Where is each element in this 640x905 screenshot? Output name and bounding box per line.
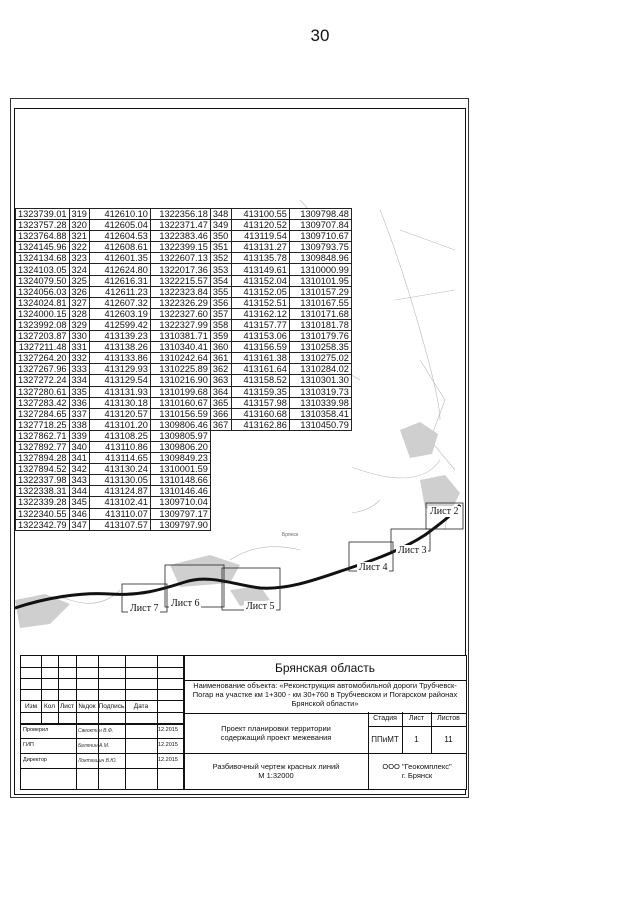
table-cell: 1310146.46	[150, 486, 210, 497]
table-row	[16, 209, 352, 220]
table-cell: 413152.05	[231, 286, 289, 297]
sheets-header: Листов	[431, 712, 466, 727]
table-cell: 1310225.89	[150, 364, 210, 375]
table-cell: 413102.41	[89, 497, 150, 508]
table-cell	[289, 508, 351, 519]
table-row	[16, 441, 352, 452]
table-row	[16, 264, 352, 275]
table-cell: 1310157.29	[289, 286, 351, 297]
table-cell	[231, 486, 289, 497]
table-cell	[210, 441, 231, 452]
table-cell: 1324024.81	[16, 297, 70, 308]
table-cell: 367	[210, 419, 231, 430]
table-cell: 1327203.87	[16, 331, 70, 342]
table-cell: 413138.26	[89, 342, 150, 353]
table-row	[16, 286, 352, 297]
table-cell: 412610.10	[89, 209, 150, 220]
table-row	[16, 308, 352, 319]
table-cell: 348	[210, 209, 231, 220]
table-cell: 338	[69, 419, 89, 430]
table-cell: 334	[69, 375, 89, 386]
table-cell: 413139.23	[89, 331, 150, 342]
table-cell: 413156.59	[231, 342, 289, 353]
map-place-label: Брянск	[282, 532, 299, 538]
table-cell: 1324079.50	[16, 275, 70, 286]
table-cell: 1322607.13	[150, 253, 210, 264]
table-cell: 1322339.28	[16, 497, 70, 508]
table-cell: 1309806.20	[150, 441, 210, 452]
table-cell: 340	[69, 441, 89, 452]
table-cell	[210, 486, 231, 497]
table-cell: 363	[210, 375, 231, 386]
table-cell	[289, 441, 351, 452]
table-cell: 413153.06	[231, 331, 289, 342]
table-cell: 412604.53	[89, 231, 150, 242]
table-row	[16, 319, 352, 330]
table-cell: 1327211.48	[16, 342, 70, 353]
signatory-role: Директор	[23, 757, 47, 763]
table-cell	[231, 497, 289, 508]
table-cell: 327	[69, 297, 89, 308]
table-row	[16, 519, 352, 530]
table-cell: 1322338.31	[16, 486, 70, 497]
table-cell: 343	[69, 475, 89, 486]
table-cell: 1324145.96	[16, 242, 70, 253]
coordinate-table	[15, 208, 352, 531]
table-cell: 1310258.35	[289, 342, 351, 353]
table-row	[16, 342, 352, 353]
table-cell: 413120.57	[89, 408, 150, 419]
table-cell: 413130.05	[89, 475, 150, 486]
table-cell: 1322340.55	[16, 508, 70, 519]
table-cell: 1309805.97	[150, 430, 210, 441]
table-cell: 1322342.79	[16, 519, 70, 530]
table-cell: 413110.07	[89, 508, 150, 519]
signatory-date: 12.2015	[158, 757, 178, 763]
table-cell: 364	[210, 386, 231, 397]
org-line-2: г. Брянск	[401, 771, 433, 780]
header-data: Дата	[133, 703, 149, 710]
table-cell: 1323757.28	[16, 220, 70, 231]
table-cell: 413129.54	[89, 375, 150, 386]
table-cell: 320	[69, 220, 89, 231]
sheet-value: 1	[402, 726, 432, 754]
project-title	[184, 712, 369, 754]
table-cell	[289, 497, 351, 508]
drawing-line-2: М 1:32000	[258, 771, 294, 780]
table-row	[16, 408, 352, 419]
table-cell: 413119.54	[231, 231, 289, 242]
table-cell: 336	[69, 397, 89, 408]
table-cell: 1323992.08	[16, 319, 70, 330]
table-cell: 1310156.59	[150, 408, 210, 419]
table-row	[16, 419, 352, 430]
sheet-label-4: Лист 4	[359, 562, 388, 573]
table-cell: 1322371.47	[150, 220, 210, 231]
table-cell: 1323739.01	[16, 209, 70, 220]
signatory-name: Локтюшин В.Ю.	[78, 758, 117, 764]
table-cell: 1322337.98	[16, 475, 70, 486]
table-cell	[231, 430, 289, 441]
table-cell: 413131.93	[89, 386, 150, 397]
table-cell: 344	[69, 486, 89, 497]
sheet-label-5: Лист 5	[246, 601, 275, 612]
table-cell: 1322215.57	[150, 275, 210, 286]
sheet-label-6: Лист 6	[171, 598, 200, 609]
table-cell: 413107.57	[89, 519, 150, 530]
table-cell: 339	[69, 430, 89, 441]
table-cell: 413158.52	[231, 375, 289, 386]
table-row	[16, 242, 352, 253]
table-cell: 1322356.18	[150, 209, 210, 220]
table-row	[16, 497, 352, 508]
table-cell: 1322327.60	[150, 308, 210, 319]
drawing-title	[184, 753, 369, 789]
stage-header: Стадия	[368, 712, 403, 727]
table-row	[16, 508, 352, 519]
table-cell: 1323764.88	[16, 231, 70, 242]
table-cell: 1309710.04	[150, 497, 210, 508]
table-row	[16, 430, 352, 441]
table-cell: 413159.35	[231, 386, 289, 397]
table-cell: 1324134.68	[16, 253, 70, 264]
table-cell: 413130.18	[89, 397, 150, 408]
table-cell: 1309710.67	[289, 231, 351, 242]
table-cell: 361	[210, 353, 231, 364]
header-list: Лист	[59, 703, 75, 710]
table-cell: 412611.23	[89, 286, 150, 297]
revision-grid	[21, 656, 184, 789]
table-cell: 1327718.25	[16, 419, 70, 430]
table-cell: 322	[69, 242, 89, 253]
table-cell: 356	[210, 297, 231, 308]
table-cell: 1310199.68	[150, 386, 210, 397]
org-line-1: ООО "Геокомплекс"	[382, 762, 452, 771]
table-cell: 413120.52	[231, 220, 289, 231]
table-cell: 413160.68	[231, 408, 289, 419]
table-cell: 1327862.71	[16, 430, 70, 441]
header-podpis: Подпись	[98, 703, 125, 710]
signatory-name: Свеоктин В.Ф.	[78, 728, 114, 734]
table-cell: 1309849.23	[150, 453, 210, 464]
table-cell	[289, 464, 351, 475]
table-cell: 332	[69, 353, 89, 364]
signatory-date: 12.2015	[158, 727, 178, 733]
table-cell: 1327894.52	[16, 464, 70, 475]
table-cell	[231, 453, 289, 464]
table-cell: 1322326.29	[150, 297, 210, 308]
table-cell: 412603.19	[89, 308, 150, 319]
table-cell: 413152.04	[231, 275, 289, 286]
table-cell: 1322327.99	[150, 319, 210, 330]
table-cell: 330	[69, 331, 89, 342]
table-cell: 326	[69, 286, 89, 297]
table-cell: 337	[69, 408, 89, 419]
table-cell: 413114.65	[89, 453, 150, 464]
table-cell: 1310284.02	[289, 364, 351, 375]
table-cell: 1327280.61	[16, 386, 70, 397]
table-cell: 1310001.59	[150, 464, 210, 475]
table-cell: 360	[210, 342, 231, 353]
table-cell: 1324103.05	[16, 264, 70, 275]
table-cell: 1327284.65	[16, 408, 70, 419]
table-cell: 359	[210, 331, 231, 342]
table-cell: 1309793.75	[289, 242, 351, 253]
table-row	[16, 386, 352, 397]
table-cell: 1310381.71	[150, 331, 210, 342]
sheets-value: 11	[431, 726, 466, 754]
table-cell: 342	[69, 464, 89, 475]
table-cell: 1322399.15	[150, 242, 210, 253]
table-cell: 341	[69, 453, 89, 464]
drawing-line-1: Разбивочный чертеж красных линий	[212, 762, 340, 771]
table-cell: 347	[69, 519, 89, 530]
table-cell: 1310000.99	[289, 264, 351, 275]
table-row	[16, 220, 352, 231]
table-cell: 362	[210, 364, 231, 375]
table-cell: 325	[69, 275, 89, 286]
header-ndok: №док	[78, 703, 96, 710]
sheet-header: Лист	[402, 712, 432, 727]
table-cell: 1327894.28	[16, 453, 70, 464]
table-cell	[289, 430, 351, 441]
table-cell: 1310275.02	[289, 353, 351, 364]
header-izm: Изм	[24, 703, 38, 710]
table-cell: 413133.86	[89, 353, 150, 364]
table-cell: 357	[210, 308, 231, 319]
table-cell: 413152.51	[231, 297, 289, 308]
table-cell: 413131.27	[231, 242, 289, 253]
table-cell: 413161.64	[231, 364, 289, 375]
table-cell: 412599.42	[89, 319, 150, 330]
table-cell: 352	[210, 253, 231, 264]
table-cell: 1310319.73	[289, 386, 351, 397]
table-cell: 413124.87	[89, 486, 150, 497]
table-cell: 319	[69, 209, 89, 220]
table-cell	[210, 497, 231, 508]
table-cell: 346	[69, 508, 89, 519]
table-row	[16, 397, 352, 408]
page-number: 30	[310, 26, 330, 45]
table-cell	[210, 519, 231, 530]
signatory-name: Белянин А.М.	[78, 743, 110, 749]
table-cell: 413157.77	[231, 319, 289, 330]
table-cell: 1310101.95	[289, 275, 351, 286]
table-cell: 1322017.36	[150, 264, 210, 275]
table-cell: 1310301.30	[289, 375, 351, 386]
table-cell: 1327264.20	[16, 353, 70, 364]
header-kol: Кол	[43, 703, 56, 710]
table-cell: 1309848.96	[289, 253, 351, 264]
table-cell: 413129.93	[89, 364, 150, 375]
sheet-label-7: Лист 7	[130, 603, 159, 614]
table-cell: 413157.98	[231, 397, 289, 408]
table-cell: 413108.25	[89, 430, 150, 441]
table-cell	[231, 464, 289, 475]
table-cell: 413110.86	[89, 441, 150, 452]
table-cell: 1310450.79	[289, 419, 351, 430]
table-cell	[231, 441, 289, 452]
table-cell: 355	[210, 286, 231, 297]
table-cell: 349	[210, 220, 231, 231]
table-row	[16, 297, 352, 308]
sheet-label-3: Лист 3	[398, 545, 427, 556]
table-cell: 1310216.90	[150, 375, 210, 386]
table-cell: 413130.24	[89, 464, 150, 475]
table-cell	[231, 475, 289, 486]
table-row	[16, 464, 352, 475]
table-cell: 324	[69, 264, 89, 275]
table-cell: 413135.78	[231, 253, 289, 264]
table-cell: 1322323.84	[150, 286, 210, 297]
table-cell	[210, 464, 231, 475]
table-cell: 321	[69, 231, 89, 242]
table-row	[16, 275, 352, 286]
table-row	[16, 253, 352, 264]
table-row	[16, 453, 352, 464]
table-cell: 323	[69, 253, 89, 264]
table-row	[16, 331, 352, 342]
table-cell	[289, 453, 351, 464]
table-cell: 354	[210, 275, 231, 286]
table-cell: 1327267.96	[16, 364, 70, 375]
signatory-role: ГИП	[23, 742, 34, 748]
organization	[368, 753, 466, 789]
table-cell: 413162.86	[231, 419, 289, 430]
table-cell: 1324056.03	[16, 286, 70, 297]
signatory-date: 12.2015	[158, 742, 178, 748]
table-cell: 1310179.76	[289, 331, 351, 342]
table-cell: 1327892.77	[16, 441, 70, 452]
table-cell: 412605.04	[89, 220, 150, 231]
table-cell: 335	[69, 386, 89, 397]
table-cell: 413101.20	[89, 419, 150, 430]
table-cell: 412608.61	[89, 242, 150, 253]
table-cell: 345	[69, 497, 89, 508]
table-cell: 1322383.46	[150, 231, 210, 242]
table-cell	[231, 508, 289, 519]
table-cell	[210, 453, 231, 464]
table-cell: 413149.61	[231, 264, 289, 275]
table-cell: 413161.38	[231, 353, 289, 364]
table-row	[16, 364, 352, 375]
table-cell	[289, 486, 351, 497]
table-cell: 1310242.64	[150, 353, 210, 364]
table-cell: 1310160.67	[150, 397, 210, 408]
table-cell: 412601.35	[89, 253, 150, 264]
table-cell: 328	[69, 308, 89, 319]
table-cell: 412616.31	[89, 275, 150, 286]
table-cell: 1309707.84	[289, 220, 351, 231]
table-cell: 1310181.78	[289, 319, 351, 330]
table-cell: 366	[210, 408, 231, 419]
project-line-2: содержащий проект межевания	[220, 732, 332, 742]
table-cell	[210, 508, 231, 519]
table-cell: 331	[69, 342, 89, 353]
table-cell	[231, 519, 289, 530]
region-title: Брянская область	[184, 656, 466, 681]
table-cell	[289, 519, 351, 530]
project-line-1: Проект планировки территории	[221, 723, 331, 733]
table-cell: 353	[210, 264, 231, 275]
table-row	[16, 486, 352, 497]
table-cell: 1324000.15	[16, 308, 70, 319]
table-cell: 1309797.90	[150, 519, 210, 530]
table-cell: 358	[210, 319, 231, 330]
table-cell: 350	[210, 231, 231, 242]
table-cell: 1309806.46	[150, 419, 210, 430]
object-name: Наименование объекта: «Реконструкция автомобильной дороги Трубчевск-Погар на участке км 1+300 - км 30+760 в Трубчевском и Погарском районах Брянской области»	[184, 680, 466, 714]
table-cell: 333	[69, 364, 89, 375]
table-cell: 329	[69, 319, 89, 330]
signatory-role: Проверил	[23, 727, 49, 733]
table-cell: 1309797.17	[150, 508, 210, 519]
table-cell	[210, 475, 231, 486]
table-cell: 1310167.55	[289, 297, 351, 308]
sheet-label-2: Лист 2	[430, 506, 459, 517]
table-cell: 1309798.48	[289, 209, 351, 220]
title-block	[20, 655, 467, 790]
table-cell	[289, 475, 351, 486]
table-cell: 412624.80	[89, 264, 150, 275]
table-cell: 1310171.68	[289, 308, 351, 319]
stage-value: ППиМТ	[368, 726, 403, 754]
table-row	[16, 475, 352, 486]
table-cell: 413100.55	[231, 209, 289, 220]
table-cell: 1310358.41	[289, 408, 351, 419]
table-cell	[210, 430, 231, 441]
table-cell: 1327272.24	[16, 375, 70, 386]
table-row	[16, 231, 352, 242]
table-row	[16, 375, 352, 386]
table-cell: 1327283.42	[16, 397, 70, 408]
table-row	[16, 353, 352, 364]
table-cell: 1310339.98	[289, 397, 351, 408]
table-cell: 351	[210, 242, 231, 253]
table-cell: 365	[210, 397, 231, 408]
table-cell: 412607.32	[89, 297, 150, 308]
table-cell: 1310148.66	[150, 475, 210, 486]
table-cell: 413162.12	[231, 308, 289, 319]
table-cell: 1310340.41	[150, 342, 210, 353]
